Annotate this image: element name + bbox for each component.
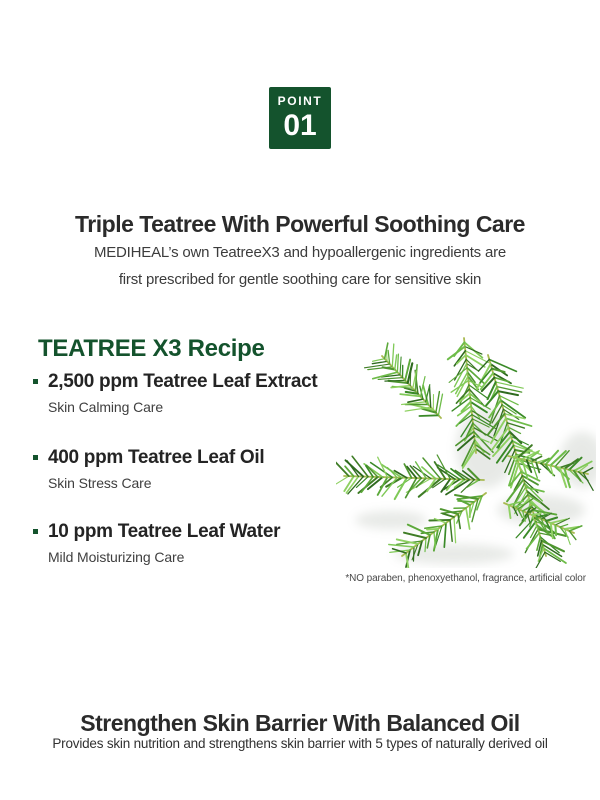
recipe-item-extract — [33, 370, 363, 415]
section1-title: Triple Teatree With Powerful Soothing Care — [75, 211, 525, 238]
bullet-square-icon — [33, 379, 38, 384]
recipe-item-desc: Skin Calming Care — [48, 398, 164, 415]
section2-title: Strengthen Skin Barrier With Balanced Oil — [80, 710, 520, 737]
teatree-branch-image — [336, 328, 596, 568]
recipe-item-desc: Mild Moisturizing Care — [48, 548, 185, 565]
section1-subtitle — [0, 239, 600, 293]
section1-subtitle-line1: MEDIHEAL’s own TeatreeX3 and hypoallergenic ingredients are — [93, 244, 507, 261]
point-badge-number: 01 — [283, 109, 317, 142]
no-additives-note: *NO paraben, phenoxyethanol, fragrance, artificial color — [345, 573, 586, 584]
recipe-heading: TEATREE X3 Recipe — [38, 334, 265, 362]
recipe-item-row — [33, 520, 363, 544]
bullet-square-icon — [33, 529, 38, 534]
section2-subtitle: Provides skin nutrition and strengthens skin barrier with 5 types of naturally derived oil — [52, 736, 548, 751]
teatree-branch-svg — [336, 328, 596, 568]
recipe-item-title: 10 ppm Teatree Leaf Water — [48, 521, 281, 542]
recipe-item-row — [33, 446, 363, 470]
recipe-item-oil — [33, 446, 363, 491]
recipe-item-row — [33, 370, 363, 394]
section1-subtitle-line2: first prescribed for gentle soothing care for sensitive skin — [118, 271, 482, 288]
recipe-item-title: 400 ppm Teatree Leaf Oil — [48, 447, 265, 468]
recipe-item-desc: Skin Stress Care — [48, 474, 152, 491]
point-badge-label: POINT — [277, 94, 323, 108]
recipe-item-title: 2,500 ppm Teatree Leaf Extract — [48, 371, 318, 392]
bullet-square-icon — [33, 455, 38, 460]
recipe-item-water — [33, 520, 363, 565]
point-badge — [269, 87, 331, 149]
